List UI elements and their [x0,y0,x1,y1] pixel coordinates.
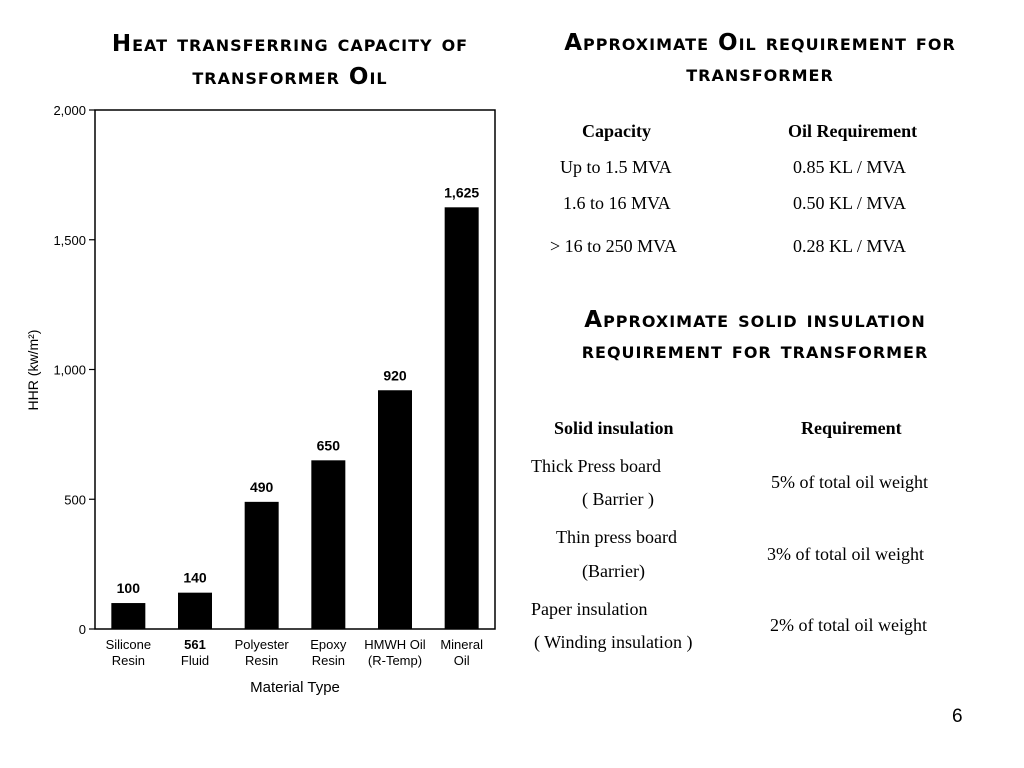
x-tick-label: Fluid [180,653,210,668]
y-axis [53,103,95,637]
bar-value-label: 140 [183,569,207,586]
bar [178,593,212,629]
solid-table-title: Approximate solid insulation requirement for transformer [581,307,929,364]
bar-value-label: 650 [316,437,341,454]
x-tick-label: Epoxy [310,637,347,652]
y-tick-label: 1,500 [53,232,86,248]
plot-area-frame [95,110,495,629]
x-tick-label: (R-Temp) [367,653,423,668]
x-tick-label: Mineral [440,637,483,652]
bar-value-label: 490 [249,478,274,495]
solid-row-2-name: Thin press board [556,527,677,547]
oil-row-3-capacity: > 16 to 250 MVA [550,236,677,256]
bar-chart [0,0,520,700]
oil-row-1-requirement: 0.85 KL / MVA [793,157,907,177]
solid-row-2-requirement: 3% of total oil weight [767,544,924,564]
bar [111,603,145,629]
solid-row-1-requirement: 5% of total oil weight [771,472,928,492]
solid-row-3-requirement: 2% of total oil weight [770,615,927,635]
x-tick-label: Resin [311,653,345,668]
y-tick-label: 1,000 [53,362,86,378]
bar-value-label: 1,625 [444,184,480,201]
oil-row-3-requirement: 0.28 KL / MVA [793,236,907,256]
bar-value-label: 100 [116,580,141,597]
x-axis [106,637,484,668]
solid-row-2-note: (Barrier) [582,561,645,581]
page-number: 6 [952,706,963,727]
y-tick-label: 2,000 [53,103,86,118]
solid-row-1-note: ( Barrier ) [582,489,654,509]
solid-row-1-name: Thick Press board [531,456,661,476]
solid-row-3-note: ( Winding insulation ) [534,632,693,652]
oil-table-title: Approximate Oil requirement for transformer [564,30,956,87]
bar [245,502,279,629]
bar [445,207,479,629]
x-tick-label: Polyester [234,637,289,652]
x-tick-label: Silicone [105,637,152,652]
y-tick-label: 0 [78,622,86,637]
x-tick-label: Resin [245,653,279,668]
x-tick-label: 561 [184,637,206,652]
oil-header-requirement: Oil Requirement [788,121,918,141]
x-tick-label: HMWH Oil [364,637,426,652]
oil-row-1-capacity: Up to 1.5 MVA [560,157,672,177]
y-tick-label: 500 [64,492,86,508]
oil-row-2-requirement: 0.50 KL / MVA [793,193,907,213]
x-axis-label: Material Type [250,679,340,696]
y-axis-label: HHR (kw/m²) [25,329,41,411]
oil-row-2-capacity: 1.6 to 16 MVA [563,193,671,213]
x-tick-label: Resin [111,653,145,668]
bar [378,390,412,629]
chart-title: Heat transferring capacity of transformer Oil [111,31,469,90]
bar-value-label: 920 [383,367,407,384]
bar [311,460,345,629]
bars [111,184,479,629]
oil-header-capacity: Capacity [582,121,651,141]
solid-header-insulation: Solid insulation [554,418,674,438]
x-tick-label: Oil [453,653,470,668]
solid-row-3-name: Paper insulation [531,599,648,619]
solid-header-requirement: Requirement [801,418,902,438]
